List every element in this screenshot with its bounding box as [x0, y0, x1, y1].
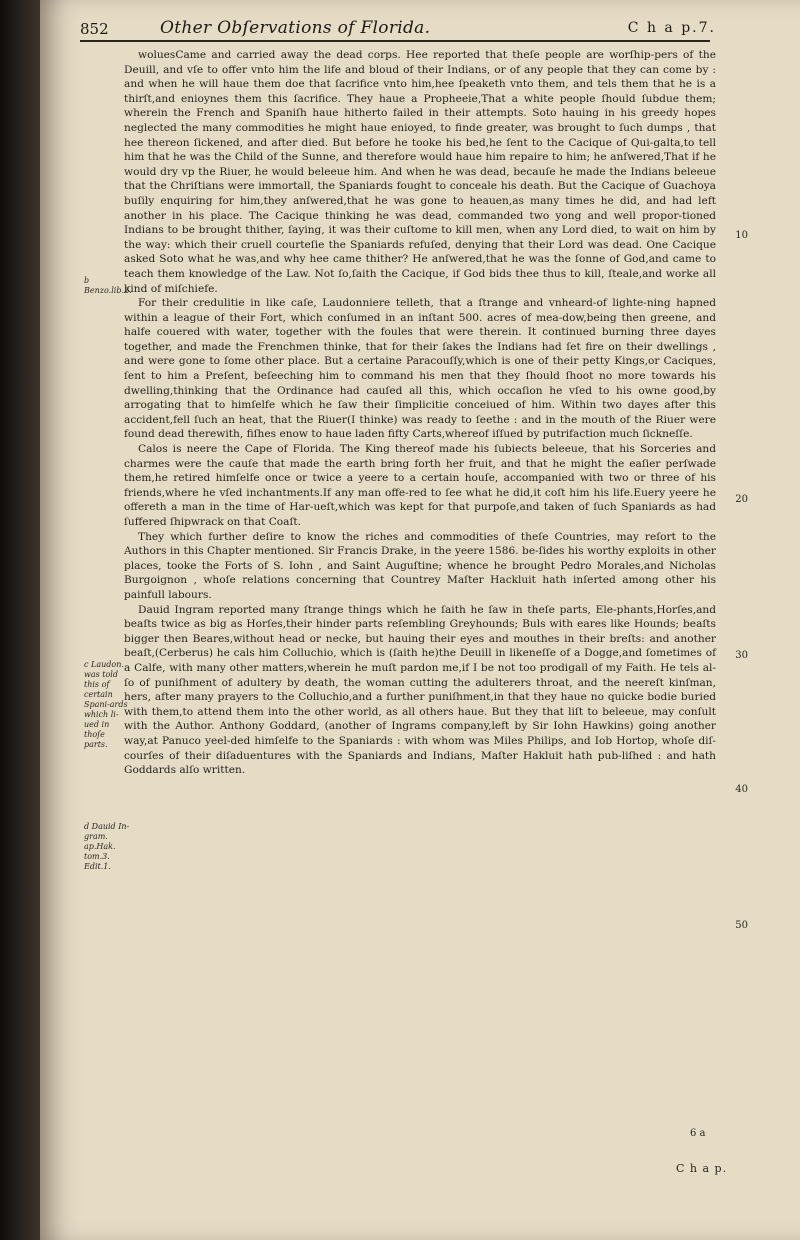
line-number: 20: [735, 494, 748, 505]
paragraph: They which further deſire to know the riches and commodities of theſe Countries, may reſort to the Authors in this Chapter mentioned. Sir Francis Drake, in the yeere 1586. be-ſides his worthy exploits in other places, tooke the Forts of S. Iohn , and Saint Auguſtine; whence he brought Pedro Morales,and Nicholas Burgoignon , whoſe relations concerning that Countrey Maſter Hackluit hath inſerted among other his painfull labours.: [124, 530, 716, 601]
line-number: 30: [735, 650, 748, 661]
running-title: Other Obſervations of Florida.: [160, 18, 431, 38]
paragraph: Calos is neere the Cape of Florida. The King thereof made his ſubiects beleeue, that his Sorceries and charmes were the cauſe that made the earth bring forth her fruit, and that he might the eaſier perſwade them,he retired himſelfe once or twice a yeere to a certain houſe, accompanied with two or three of his friends,where he vſed inchantments.If any man offe-red to ſee what he did,it coſt him his life.Euery yeere he offereth a man in the time of Har-ueſt,which was kept for that purpoſe,and taken of ſuch Spaniards as had ſuffered ſhipwrack on that Coaſt.: [124, 443, 716, 528]
line-number: 50: [735, 920, 748, 931]
margin-note: b Benzo.lib.2.: [84, 276, 132, 295]
paragraph: For their credulitie in like caſe, Laudonniere telleth, that a ſtrange and vnheard-of lighte-ning hapned within a league of their Fort, which conſumed in an inſtant 500. acres of mea-dow,being then greene, and halfe couered with water, together with the foules that were therein. It continued burning three dayes together, and made the Frenchmen thinke, that for their ſakes the Indians had ſet fire on their dwellings , and were gone to ſome other place. But a certaine Paracouſſy,which is one of their petty Kings,or Caciques, ſent to him a Preſent, beſeeching him to command his men that they ſhould ſhoot no more towards his dwelling,thinking that the Ordinance had cauſed all this, which occaſion he vſed to his owne good,by arrogating that to himſelfe which he ſaw their ſimplicitie conceiued of him. Within two dayes after this accident,fell ſuch an heat, that the Riuer(I thinke) was ready to ſeethe : and in the mouth of the Riuer were found dead therewith, fiſhes enow to haue laden fifty Carts,whereof iſſued by putrifaction much ſickneſſe.: [124, 297, 716, 441]
paragraph: Dauid Ingram reported many ſtrange things which he ſaith he ſaw in theſe parts, Ele-phants,Horſes,and beaſts twice as big as Horſes,their hinder parts reſembling Greyhounds; Buls with eares like Hounds; beaſts bigger then Beares,without head or necke, but hauing their eyes and mouthes in their breſts: and another beaſt,(Cerberus) he cals him Colluchio, which is (ſaith he)the Deuill in likeneſſe of a Dogge,and ſometimes of a Calfe, with many other matters,wherein he muſt pardon me,if I be not too prodigall of my Faith. He tels al-ſo of puniſhment of adultery by death, the woman cutting the adulterers throat, and the neereſt kinſman, hers, after many prayers to the Colluchio,and a further puniſhment,in that they haue no quicke bodie buried with them,to attend them into the other world, as all others haue. But they that liſt to beleeue, may conſult with the Author. Anthony Goddard, (another of Ingrams company,left by Sir Iohn Hawkins) going another way,at Panuco yeel-ded himſelfe to the Spaniards : with whom was Miles Philips, and Iob Hortop, whoſe diſ-courſes of their diſaduentures with the Spaniards and Indians, Maſter Hakluit hath pub-liſhed : and hath Goddards alſo written.: [124, 603, 716, 777]
catchword: C h a p.: [676, 1162, 728, 1175]
margin-note: d Dauid In-gram. ap.Hak. tom.3. Edit.1.: [84, 822, 130, 871]
margin-note: c Laudon. was told this of certain Spani-ards which li-ued in thoſe parts.: [84, 660, 128, 749]
line-number: 40: [735, 784, 748, 795]
body-text: [124, 48, 716, 778]
page-number: 852: [80, 20, 109, 38]
chapter-label: C h a p.7.: [627, 20, 716, 36]
line-number: 10: [735, 230, 748, 241]
signature-mark: 6 a: [690, 1128, 706, 1139]
paragraph: woluesCame and carried away the dead corps. Hee reported that theſe people are worſhip-pers of the Deuill, and vſe to offer vnto him the life and bloud of their Indians, or of any people that they can come by : and when he will haue them doe that ſacrifice vnto him,hee ſpeaketh vnto them, and tels them that he is a thirſt,and enioynes them this ſacrifice. They haue a Propheeie,That a white people ſhould ſubdue them; wherein the French and Spaniſh haue hitherto failed in their attempts. Soto hauing in his greedy hopes neglected the many commodities he might haue enioyed, to finde greater, was brought to ſuch dumps , that hee thereon ſickened, and after died. But before he tooke his bed,he ſent to the Cacique of Qui-galta,to tell him that he was the Child of the Sunne, and therefore would haue him repaire to him; he anſwered,That if he would dry vp the Riuer, he would beleeue him. And when he was dead, becauſe he made the Indians beleeue that the Chriſtians were immortall, the Spaniards fought to conceale his death. But the Cacique of Guachoya buſily enquiring for him,they anſwered,that he was gone to heauen,as many times he did, and had left another in his place. The Cacique thinking he was dead, commanded two yong and well propor-tioned Indians to be brought thither, ſaying, it was their cuſtome to kill men, when any Lord died, to wait on him by the way: which their cruell courteſie the Spaniards refuſed, denying that their Lord was dead. One Cacique asked Soto what he was,and why hee came thither? He anſwered,that he was the ſonne of God,and came to teach them knowledge of the Law. Not ſo,ſaith the Cacique, if God bids thee thus to kill, ſteale,and worke all kind of miſchiefe.: [124, 49, 716, 295]
header-rule: [80, 40, 710, 42]
book-spine-shadow: [0, 0, 40, 1240]
